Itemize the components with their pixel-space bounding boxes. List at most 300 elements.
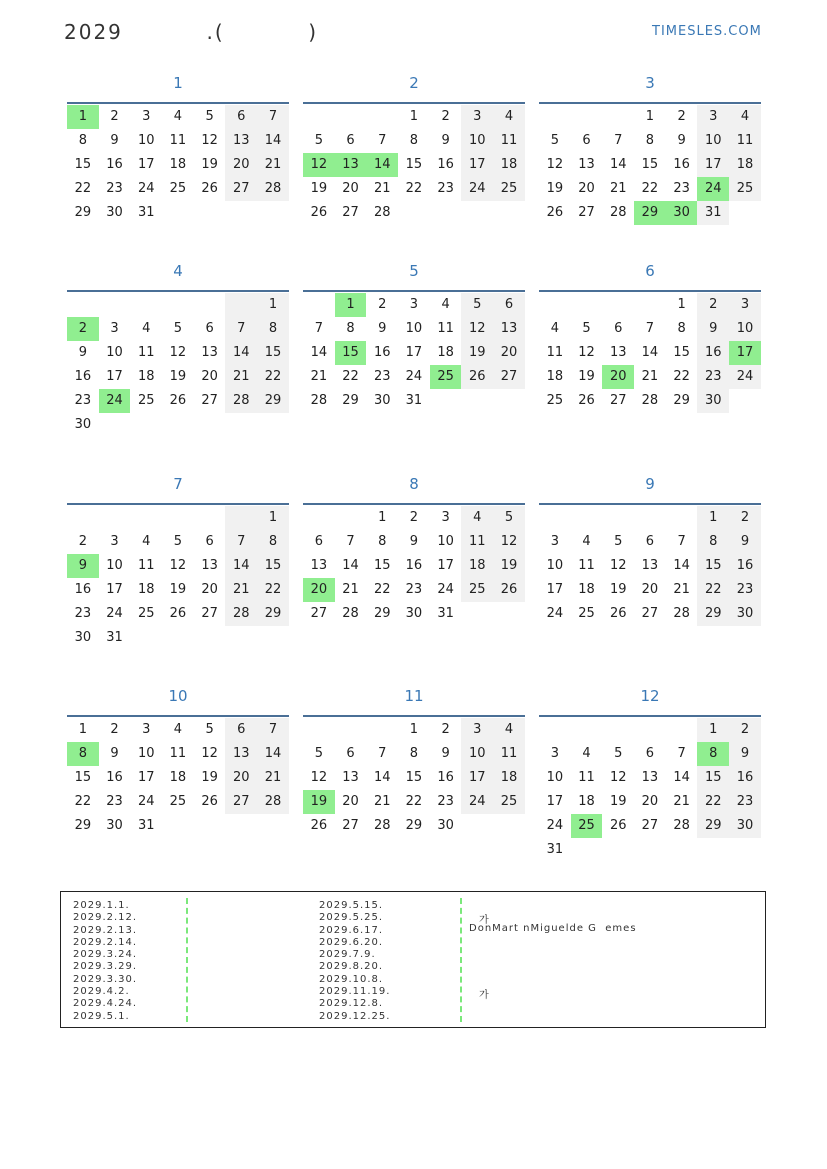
day-cell[interactable]: 17 (546, 794, 564, 809)
day-cell[interactable]: 18 (546, 369, 564, 384)
day-cell[interactable]: 6 (346, 133, 355, 148)
day-cell[interactable]: 28 (257, 177, 289, 201)
day-cell[interactable]: 24 (729, 365, 761, 389)
day-cell[interactable]: 27 (201, 393, 218, 408)
day-cell[interactable]: 15 (405, 157, 423, 172)
day-cell[interactable]: 17 (697, 153, 729, 177)
day-cell[interactable]: 29 (342, 393, 359, 408)
day-cell[interactable]: 27 (609, 393, 627, 408)
day-cell[interactable]: 5 (314, 746, 323, 761)
day-cell[interactable]: 11 (137, 558, 155, 573)
day-cell[interactable]: 4 (461, 506, 493, 530)
day-cell[interactable]: 24 (137, 794, 155, 809)
day-cell[interactable]: 16 (729, 554, 761, 578)
day-cell[interactable]: 4 (441, 297, 450, 312)
day-cell[interactable]: 10 (729, 317, 761, 341)
day-cell[interactable]: 16 (437, 770, 454, 785)
day-cell[interactable]: 13 (225, 742, 257, 766)
day-cell[interactable]: 19 (493, 554, 525, 578)
day-cell[interactable]: 24 (461, 790, 493, 814)
day-cell[interactable]: 26 (609, 818, 627, 833)
day-cell[interactable]: 24 (99, 389, 131, 413)
day-cell[interactable]: 11 (493, 742, 525, 766)
day-cell[interactable]: 26 (310, 205, 328, 220)
day-cell[interactable]: 27 (493, 365, 525, 389)
day-cell[interactable]: 22 (673, 369, 690, 384)
day-cell[interactable]: 4 (582, 534, 591, 549)
day-cell[interactable]: 30 (666, 201, 698, 225)
day-cell[interactable]: 3 (142, 722, 151, 737)
day-cell[interactable]: 19 (201, 157, 218, 172)
day-cell[interactable]: 23 (74, 606, 92, 621)
day-cell[interactable]: 6 (493, 293, 525, 317)
day-cell[interactable]: 7 (225, 317, 257, 341)
day-cell[interactable]: 27 (225, 790, 257, 814)
day-cell[interactable]: 21 (257, 766, 289, 790)
day-cell[interactable]: 13 (609, 345, 627, 360)
day-cell[interactable]: 1 (78, 722, 87, 737)
day-cell[interactable]: 14 (225, 554, 257, 578)
day-cell[interactable]: 28 (673, 818, 690, 833)
day-cell[interactable]: 20 (303, 578, 335, 602)
day-cell[interactable]: 2 (409, 510, 419, 525)
day-cell[interactable]: 25 (571, 814, 603, 838)
day-cell[interactable]: 30 (74, 630, 92, 645)
day-cell[interactable]: 23 (405, 582, 423, 597)
day-cell[interactable]: 8 (409, 133, 419, 148)
day-cell[interactable]: 13 (641, 770, 659, 785)
day-cell[interactable]: 22 (257, 365, 289, 389)
day-cell[interactable]: 7 (257, 718, 289, 742)
day-cell[interactable]: 27 (201, 606, 218, 621)
day-cell[interactable]: 26 (169, 393, 187, 408)
day-cell[interactable]: 23 (373, 369, 391, 384)
day-cell[interactable]: 1 (645, 109, 655, 124)
day-cell[interactable]: 8 (67, 742, 99, 766)
day-cell[interactable]: 4 (173, 722, 183, 737)
day-cell[interactable]: 14 (342, 558, 359, 573)
day-cell[interactable]: 20 (342, 181, 359, 196)
day-cell[interactable]: 17 (106, 582, 123, 597)
day-cell[interactable]: 23 (74, 393, 92, 408)
day-cell[interactable]: 19 (578, 369, 595, 384)
day-cell[interactable]: 10 (137, 133, 155, 148)
day-cell[interactable]: 5 (205, 722, 214, 737)
day-cell[interactable]: 8 (378, 534, 387, 549)
day-cell[interactable]: 30 (405, 606, 423, 621)
day-cell[interactable]: 8 (697, 742, 729, 766)
day-cell[interactable]: 17 (437, 558, 454, 573)
day-cell[interactable]: 5 (614, 746, 623, 761)
day-cell[interactable]: 25 (578, 606, 595, 621)
day-cell[interactable]: 30 (437, 818, 454, 833)
day-cell[interactable]: 6 (225, 718, 257, 742)
day-cell[interactable]: 26 (546, 205, 564, 220)
day-cell[interactable]: 16 (405, 558, 423, 573)
day-cell[interactable]: 24 (405, 369, 423, 384)
day-cell[interactable]: 23 (106, 181, 123, 196)
day-cell[interactable]: 3 (461, 105, 493, 129)
day-cell[interactable]: 13 (201, 558, 218, 573)
day-cell[interactable]: 6 (582, 133, 591, 148)
day-cell[interactable]: 9 (729, 742, 761, 766)
day-cell[interactable]: 11 (546, 345, 564, 360)
day-cell[interactable]: 4 (493, 718, 525, 742)
day-cell[interactable]: 3 (550, 746, 559, 761)
day-cell[interactable]: 8 (257, 530, 289, 554)
day-cell[interactable]: 16 (437, 157, 454, 172)
day-cell[interactable]: 16 (729, 766, 761, 790)
day-cell[interactable]: 3 (697, 105, 729, 129)
day-cell[interactable]: 1 (409, 109, 419, 124)
day-cell[interactable]: 6 (314, 534, 323, 549)
day-cell[interactable]: 26 (609, 606, 627, 621)
day-cell[interactable]: 5 (173, 321, 183, 336)
day-cell[interactable]: 22 (373, 582, 391, 597)
day-cell[interactable]: 29 (697, 602, 729, 626)
day-cell[interactable]: 27 (342, 818, 359, 833)
day-cell[interactable]: 29 (257, 602, 289, 626)
day-cell[interactable]: 3 (461, 718, 493, 742)
day-cell[interactable]: 2 (729, 506, 761, 530)
day-cell[interactable]: 28 (641, 393, 659, 408)
day-cell[interactable]: 21 (673, 582, 690, 597)
day-cell[interactable]: 22 (342, 369, 359, 384)
day-cell[interactable]: 20 (225, 766, 257, 790)
day-cell[interactable]: 31 (137, 205, 155, 220)
day-cell[interactable]: 25 (137, 393, 155, 408)
day-cell[interactable]: 20 (641, 582, 659, 597)
day-cell[interactable]: 22 (697, 790, 729, 814)
day-cell[interactable]: 15 (257, 341, 289, 365)
day-cell[interactable]: 15 (373, 558, 391, 573)
day-cell[interactable]: 3 (110, 321, 119, 336)
day-cell[interactable]: 15 (673, 345, 690, 360)
day-cell[interactable]: 22 (405, 794, 423, 809)
day-cell[interactable]: 26 (461, 365, 493, 389)
day-cell[interactable]: 19 (201, 770, 218, 785)
day-cell[interactable]: 7 (677, 534, 686, 549)
day-cell[interactable]: 14 (673, 770, 690, 785)
day-cell[interactable]: 25 (430, 365, 462, 389)
day-cell[interactable]: 29 (257, 389, 289, 413)
day-cell[interactable]: 12 (578, 345, 595, 360)
day-cell[interactable]: 20 (342, 794, 359, 809)
day-cell[interactable]: 26 (310, 818, 328, 833)
day-cell[interactable]: 15 (697, 554, 729, 578)
day-cell[interactable]: 31 (137, 818, 155, 833)
day-cell[interactable]: 14 (310, 345, 328, 360)
day-cell[interactable]: 17 (137, 770, 155, 785)
day-cell[interactable]: 25 (169, 181, 187, 196)
day-cell[interactable]: 22 (74, 794, 92, 809)
day-cell[interactable]: 30 (106, 205, 123, 220)
day-cell[interactable]: 12 (546, 157, 564, 172)
day-cell[interactable]: 28 (225, 602, 257, 626)
day-cell[interactable]: 17 (461, 766, 493, 790)
day-cell[interactable]: 6 (205, 534, 214, 549)
day-cell[interactable]: 22 (257, 578, 289, 602)
day-cell[interactable]: 29 (673, 393, 690, 408)
day-cell[interactable]: 29 (634, 201, 666, 225)
day-cell[interactable]: 24 (106, 606, 123, 621)
day-cell[interactable]: 15 (405, 770, 423, 785)
day-cell[interactable]: 18 (137, 582, 155, 597)
day-cell[interactable]: 28 (373, 818, 391, 833)
day-cell[interactable]: 11 (137, 345, 155, 360)
day-cell[interactable]: 13 (225, 129, 257, 153)
day-cell[interactable]: 29 (405, 818, 423, 833)
day-cell[interactable]: 6 (645, 746, 655, 761)
day-cell[interactable]: 19 (303, 790, 335, 814)
day-cell[interactable]: 6 (346, 746, 355, 761)
day-cell[interactable]: 1 (697, 506, 729, 530)
day-cell[interactable]: 13 (335, 153, 367, 177)
day-cell[interactable]: 21 (609, 181, 627, 196)
day-cell[interactable]: 3 (110, 534, 119, 549)
day-cell[interactable]: 10 (405, 321, 423, 336)
day-cell[interactable]: 21 (373, 181, 391, 196)
day-cell[interactable]: 18 (493, 766, 525, 790)
day-cell[interactable]: 11 (578, 558, 595, 573)
day-cell[interactable]: 27 (578, 205, 595, 220)
day-cell[interactable]: 12 (609, 558, 627, 573)
day-cell[interactable]: 11 (493, 129, 525, 153)
day-cell[interactable]: 14 (609, 157, 627, 172)
day-cell[interactable]: 30 (373, 393, 391, 408)
day-cell[interactable]: 20 (493, 341, 525, 365)
day-cell[interactable]: 24 (697, 177, 729, 201)
day-cell[interactable]: 10 (546, 558, 564, 573)
day-cell[interactable]: 12 (310, 770, 328, 785)
day-cell[interactable]: 22 (74, 181, 92, 196)
day-cell[interactable]: 5 (493, 506, 525, 530)
day-cell[interactable]: 9 (110, 746, 119, 761)
day-cell[interactable]: 9 (677, 133, 686, 148)
day-cell[interactable]: 25 (546, 393, 564, 408)
day-cell[interactable]: 1 (378, 510, 387, 525)
day-cell[interactable]: 11 (169, 746, 187, 761)
day-cell[interactable]: 11 (461, 530, 493, 554)
day-cell[interactable]: 4 (173, 109, 183, 124)
day-cell[interactable]: 7 (378, 133, 387, 148)
day-cell[interactable]: 27 (641, 818, 659, 833)
day-cell[interactable]: 19 (546, 181, 564, 196)
day-cell[interactable]: 5 (550, 133, 559, 148)
day-cell[interactable]: 6 (205, 321, 214, 336)
day-cell[interactable]: 25 (493, 177, 525, 201)
day-cell[interactable]: 24 (546, 818, 564, 833)
day-cell[interactable]: 1 (67, 105, 99, 129)
day-cell[interactable]: 7 (677, 746, 686, 761)
day-cell[interactable]: 31 (697, 201, 729, 225)
day-cell[interactable]: 2 (378, 297, 387, 312)
day-cell[interactable]: 15 (257, 554, 289, 578)
day-cell[interactable]: 8 (677, 321, 686, 336)
day-cell[interactable]: 17 (137, 157, 155, 172)
day-cell[interactable]: 13 (310, 558, 328, 573)
day-cell[interactable]: 5 (582, 321, 591, 336)
day-cell[interactable]: 18 (578, 582, 595, 597)
day-cell[interactable]: 3 (729, 293, 761, 317)
day-cell[interactable]: 1 (257, 506, 289, 530)
day-cell[interactable]: 20 (641, 794, 659, 809)
day-cell[interactable]: 20 (602, 365, 634, 389)
day-cell[interactable]: 11 (729, 129, 761, 153)
day-cell[interactable]: 13 (201, 345, 218, 360)
day-cell[interactable]: 16 (74, 369, 92, 384)
day-cell[interactable]: 21 (673, 794, 690, 809)
day-cell[interactable]: 9 (441, 746, 450, 761)
day-cell[interactable]: 5 (614, 534, 623, 549)
day-cell[interactable]: 28 (225, 389, 257, 413)
day-cell[interactable]: 2 (441, 109, 450, 124)
day-cell[interactable]: 12 (201, 746, 218, 761)
day-cell[interactable]: 11 (169, 133, 187, 148)
day-cell[interactable]: 14 (366, 153, 398, 177)
day-cell[interactable]: 30 (697, 389, 729, 413)
day-cell[interactable]: 2 (67, 317, 99, 341)
day-cell[interactable]: 18 (461, 554, 493, 578)
day-cell[interactable]: 12 (201, 133, 218, 148)
day-cell[interactable]: 12 (169, 345, 187, 360)
day-cell[interactable]: 9 (378, 321, 387, 336)
day-cell[interactable]: 15 (74, 770, 92, 785)
day-cell[interactable]: 19 (169, 369, 187, 384)
day-cell[interactable]: 26 (578, 393, 595, 408)
day-cell[interactable]: 12 (609, 770, 627, 785)
day-cell[interactable]: 21 (373, 794, 391, 809)
day-cell[interactable]: 9 (697, 317, 729, 341)
day-cell[interactable]: 18 (729, 153, 761, 177)
day-cell[interactable]: 3 (142, 109, 151, 124)
day-cell[interactable]: 8 (697, 530, 729, 554)
day-cell[interactable]: 2 (441, 722, 450, 737)
day-cell[interactable]: 4 (142, 321, 151, 336)
day-cell[interactable]: 15 (697, 766, 729, 790)
day-cell[interactable]: 25 (461, 578, 493, 602)
day-cell[interactable]: 4 (582, 746, 591, 761)
day-cell[interactable]: 7 (614, 133, 623, 148)
day-cell[interactable]: 14 (257, 742, 289, 766)
day-cell[interactable]: 11 (437, 321, 454, 336)
day-cell[interactable]: 20 (225, 153, 257, 177)
day-cell[interactable]: 9 (729, 530, 761, 554)
day-cell[interactable]: 7 (346, 534, 355, 549)
day-cell[interactable]: 24 (437, 582, 454, 597)
day-cell[interactable]: 9 (409, 534, 419, 549)
day-cell[interactable]: 18 (437, 345, 454, 360)
day-cell[interactable]: 13 (493, 317, 525, 341)
day-cell[interactable]: 23 (437, 181, 454, 196)
day-cell[interactable]: 22 (697, 578, 729, 602)
day-cell[interactable]: 17 (405, 345, 423, 360)
day-cell[interactable]: 21 (342, 582, 359, 597)
day-cell[interactable]: 10 (106, 345, 123, 360)
site-brand[interactable]: TIMESLES.COM (652, 24, 762, 39)
day-cell[interactable]: 16 (697, 341, 729, 365)
day-cell[interactable]: 14 (225, 341, 257, 365)
day-cell[interactable]: 22 (405, 181, 423, 196)
day-cell[interactable]: 1 (677, 297, 686, 312)
day-cell[interactable]: 10 (546, 770, 564, 785)
day-cell[interactable]: 13 (641, 558, 659, 573)
day-cell[interactable]: 17 (729, 341, 761, 365)
day-cell[interactable]: 9 (110, 133, 119, 148)
day-cell[interactable]: 23 (729, 578, 761, 602)
day-cell[interactable]: 7 (645, 321, 655, 336)
day-cell[interactable]: 2 (78, 534, 87, 549)
day-cell[interactable]: 24 (461, 177, 493, 201)
day-cell[interactable]: 18 (169, 157, 187, 172)
day-cell[interactable]: 20 (578, 181, 595, 196)
day-cell[interactable]: 3 (550, 534, 559, 549)
day-cell[interactable]: 2 (729, 718, 761, 742)
day-cell[interactable]: 10 (106, 558, 123, 573)
day-cell[interactable]: 31 (437, 606, 454, 621)
day-cell[interactable]: 8 (78, 133, 87, 148)
day-cell[interactable]: 27 (641, 606, 659, 621)
day-cell[interactable]: 30 (729, 814, 761, 838)
day-cell[interactable]: 26 (201, 181, 218, 196)
day-cell[interactable]: 15 (641, 157, 659, 172)
day-cell[interactable]: 27 (310, 606, 328, 621)
day-cell[interactable]: 21 (225, 365, 257, 389)
day-cell[interactable]: 9 (441, 133, 450, 148)
day-cell[interactable]: 25 (169, 794, 187, 809)
day-cell[interactable]: 7 (257, 105, 289, 129)
day-cell[interactable]: 5 (461, 293, 493, 317)
day-cell[interactable]: 31 (405, 393, 423, 408)
day-cell[interactable]: 14 (641, 345, 659, 360)
day-cell[interactable]: 16 (373, 345, 391, 360)
day-cell[interactable]: 30 (106, 818, 123, 833)
day-cell[interactable]: 12 (461, 317, 493, 341)
day-cell[interactable]: 4 (142, 534, 151, 549)
day-cell[interactable]: 10 (137, 746, 155, 761)
day-cell[interactable]: 24 (546, 606, 564, 621)
day-cell[interactable]: 18 (493, 153, 525, 177)
day-cell[interactable]: 14 (257, 129, 289, 153)
day-cell[interactable]: 4 (550, 321, 559, 336)
day-cell[interactable]: 23 (697, 365, 729, 389)
day-cell[interactable]: 19 (609, 794, 627, 809)
day-cell[interactable]: 1 (257, 293, 289, 317)
day-cell[interactable]: 27 (225, 177, 257, 201)
day-cell[interactable]: 29 (697, 814, 729, 838)
day-cell[interactable]: 17 (106, 369, 123, 384)
day-cell[interactable]: 13 (342, 770, 359, 785)
day-cell[interactable]: 8 (409, 746, 419, 761)
day-cell[interactable]: 6 (225, 105, 257, 129)
day-cell[interactable]: 23 (437, 794, 454, 809)
day-cell[interactable]: 2 (697, 293, 729, 317)
day-cell[interactable]: 16 (106, 157, 123, 172)
day-cell[interactable]: 25 (137, 606, 155, 621)
day-cell[interactable]: 28 (673, 606, 690, 621)
day-cell[interactable]: 15 (74, 157, 92, 172)
day-cell[interactable]: 16 (74, 582, 92, 597)
day-cell[interactable]: 6 (645, 534, 655, 549)
day-cell[interactable]: 16 (106, 770, 123, 785)
day-cell[interactable]: 2 (677, 109, 686, 124)
day-cell[interactable]: 25 (493, 790, 525, 814)
day-cell[interactable]: 13 (578, 157, 595, 172)
day-cell[interactable]: 26 (169, 606, 187, 621)
day-cell[interactable]: 26 (493, 578, 525, 602)
day-cell[interactable]: 31 (546, 842, 564, 857)
day-cell[interactable]: 5 (314, 133, 323, 148)
